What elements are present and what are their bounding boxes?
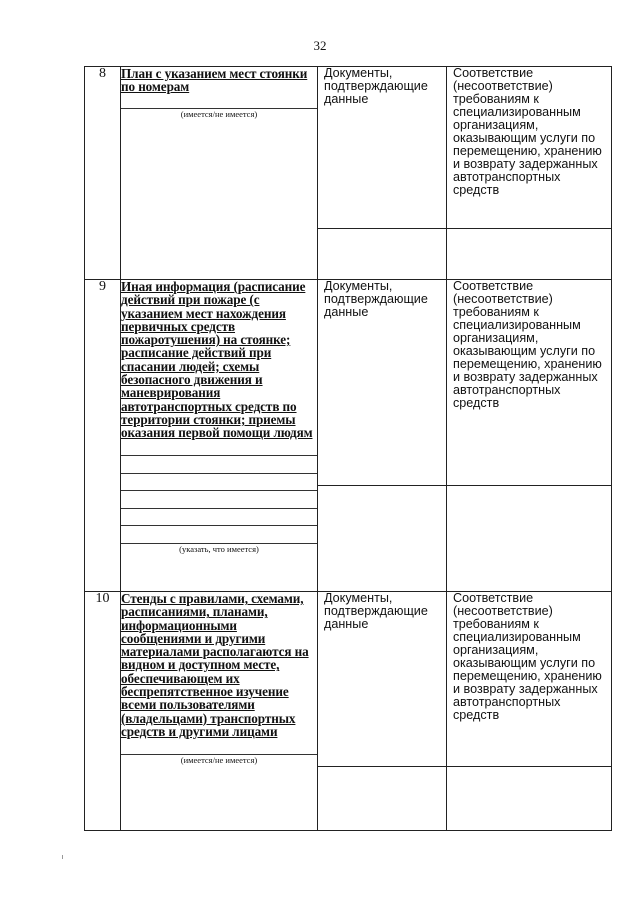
item-cell — [121, 67, 318, 280]
criterion-blank-cell — [447, 767, 612, 831]
criteria-table — [84, 66, 612, 831]
criterion-cell — [447, 592, 612, 767]
item-title: План с указанием мест стоянки по номерам — [121, 66, 308, 95]
table-row — [85, 592, 612, 767]
criterion-blank-cell — [447, 229, 612, 280]
documents-cell — [318, 280, 447, 486]
criterion-cell — [447, 67, 612, 229]
fill-in-hint: (имеется/не имеется) — [180, 755, 258, 766]
item-title: Стенды с правилами, схемами, расписаниями, планами, информационными сообщениями и другими материалами располагаются на видном и доступном месте, обеспечивающем их беспрепятственное изучение всеми пользователями (владельцами) транспортных средств и другими лицами — [121, 591, 309, 739]
table-row — [85, 280, 612, 486]
criterion-cell — [447, 280, 612, 486]
table-row — [85, 67, 612, 229]
documents-text: Документы, подтверждающие данные — [324, 66, 428, 106]
documents-cell — [318, 67, 447, 229]
fill-in-hint: (указать, что имеется) — [179, 543, 259, 554]
item-cell — [121, 280, 318, 592]
row-number: 10 — [85, 592, 121, 831]
criterion-text: Соответствие (несоответствие) требованиям к специализированным организациям, оказывающим услуги по перемещению, хранению и возврату задержанных автотранспортных средств — [453, 279, 602, 410]
criterion-text: Соответствие (несоответствие) требованиям к специализированным организациям, оказывающим услуги по перемещению, хранению и возврату задержанных автотранспортных средств — [453, 66, 602, 197]
row-number: 9 — [85, 280, 121, 592]
documents-blank-cell — [318, 767, 447, 831]
criterion-blank-cell — [447, 486, 612, 592]
item-title: Иная информация (расписание действий при пожаре (с указанием мест нахождения первичных средств пожаротушения) на стоянке; расписание действий при спасании людей; схемы безопасного движения и маневрирования автотранспортных средств по территории стоянки; приемы оказания первой помощи людям — [121, 279, 313, 441]
documents-text: Документы, подтверждающие данные — [324, 591, 428, 631]
item-cell — [121, 592, 318, 831]
scan-mark — [62, 855, 63, 859]
documents-text: Документы, подтверждающие данные — [324, 279, 428, 319]
documents-blank-cell — [318, 229, 447, 280]
criterion-text: Соответствие (несоответствие) требованиям к специализированным организациям, оказывающим услуги по перемещению, хранению и возврату задержанных автотранспортных средств — [453, 591, 602, 722]
documents-cell — [318, 592, 447, 767]
page-number: 32 — [313, 38, 327, 53]
row-number: 8 — [85, 67, 121, 280]
documents-blank-cell — [318, 486, 447, 592]
fill-in-hint: (имеется/не имеется) — [180, 108, 258, 119]
